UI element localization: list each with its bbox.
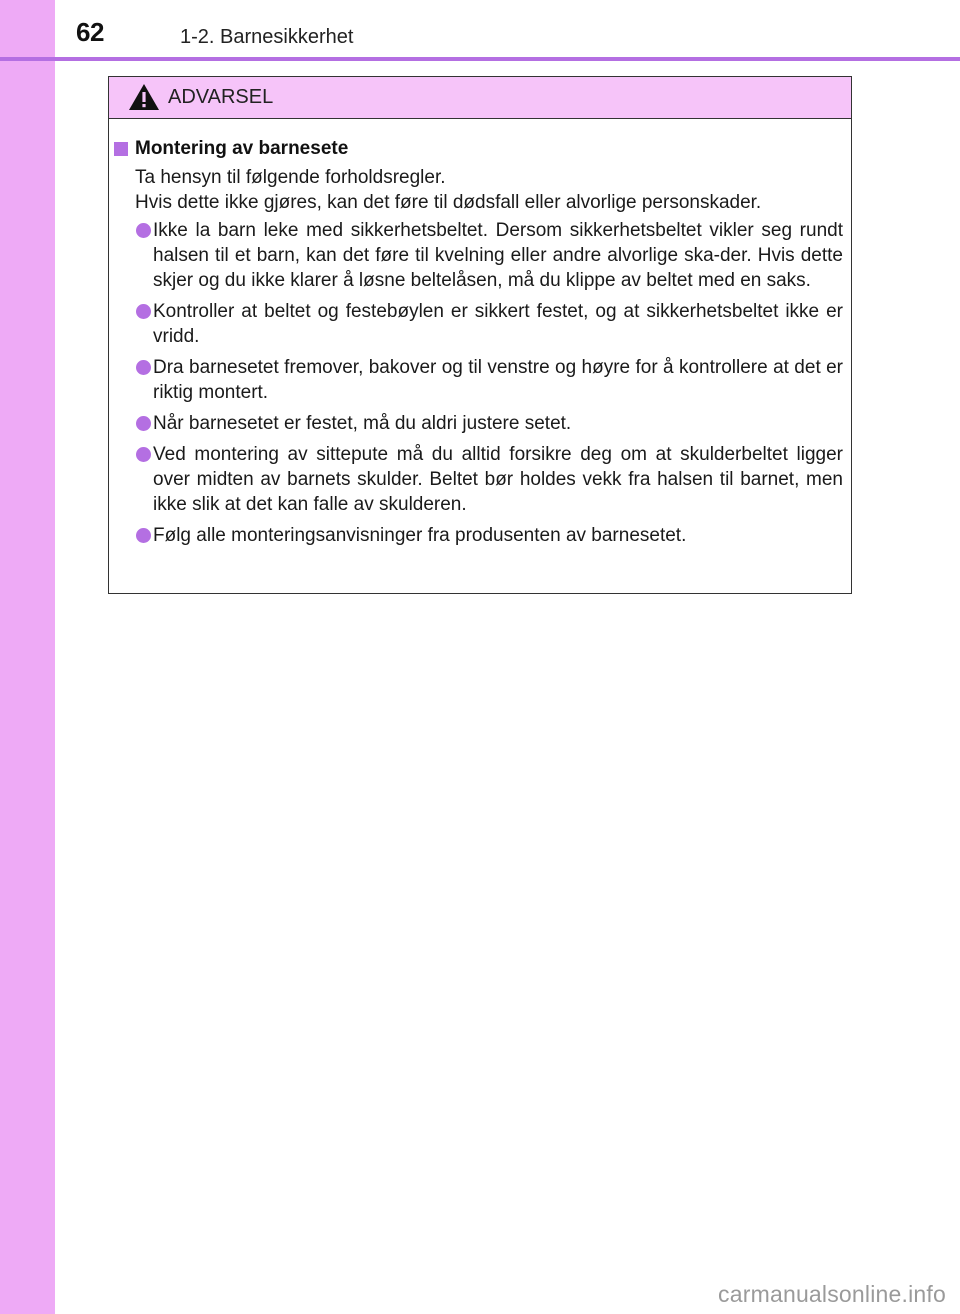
list-item	[109, 299, 851, 349]
warning-intro	[109, 165, 851, 215]
page-number: 62	[76, 17, 104, 47]
warning-bullet-list	[109, 218, 851, 548]
round-bullet-icon	[136, 360, 151, 375]
warning-body	[109, 136, 851, 554]
list-item-text: Når barnesetet er festet, må du aldri justere setet.	[153, 413, 572, 434]
list-item-text: Ved montering av sittepute må du alltid forsikre deg om at skulderbeltet ligger over midten av barnets skulder. Beltet bør holdes vekk fra halsen til barnet, men ikke slik at det kan falle av skulderen.	[153, 444, 843, 515]
header-rule	[0, 57, 960, 61]
intro-line: Hvis dette ikke gjøres, kan det føre til dødsfall eller alvorlige personskader.	[135, 192, 762, 213]
list-item	[109, 218, 851, 293]
warning-header	[109, 77, 851, 119]
warning-triangle-icon	[128, 83, 160, 111]
list-item-text: Ikke la barn leke med sikkerhetsbeltet. Dersom sikkerhetsbeltet vikler seg rundt halsen til et barn, kan det føre til kvelning eller andre alvorlige ska-der. Hvis dette skjer og du ikke klarer å løsne beltelåsen, må du klippe av beltet med en saks.	[153, 220, 843, 291]
watermark: carmanualsonline.info	[718, 1281, 946, 1307]
round-bullet-icon	[136, 528, 151, 543]
list-item-text: Kontroller at beltet og festebøylen er sikkert festet, og at sikkerhetsbeltet ikke er vridd.	[153, 301, 843, 347]
section-title: 1-2. Barnesikkerhet	[180, 26, 354, 48]
list-item	[109, 411, 851, 436]
warning-label: ADVARSEL	[168, 86, 274, 108]
square-bullet-icon	[114, 142, 128, 156]
list-item-text: Følg alle monteringsanvisninger fra produsenten av barnesetet.	[153, 525, 687, 546]
list-item	[109, 355, 851, 405]
round-bullet-icon	[136, 304, 151, 319]
list-item-text: Dra barnesetet fremover, bakover og til venstre og høyre for å kontrollere at det er riktig montert.	[153, 357, 843, 403]
round-bullet-icon	[136, 416, 151, 431]
intro-line: Ta hensyn til følgende forholdsregler.	[135, 167, 446, 188]
list-item	[109, 523, 851, 548]
warning-box	[108, 76, 852, 594]
warning-subheading	[109, 136, 851, 162]
round-bullet-icon	[136, 447, 151, 462]
subheading-text: Montering av barnesete	[135, 138, 349, 159]
round-bullet-icon	[136, 223, 151, 238]
side-color-strip	[0, 0, 55, 1314]
list-item	[109, 442, 851, 517]
